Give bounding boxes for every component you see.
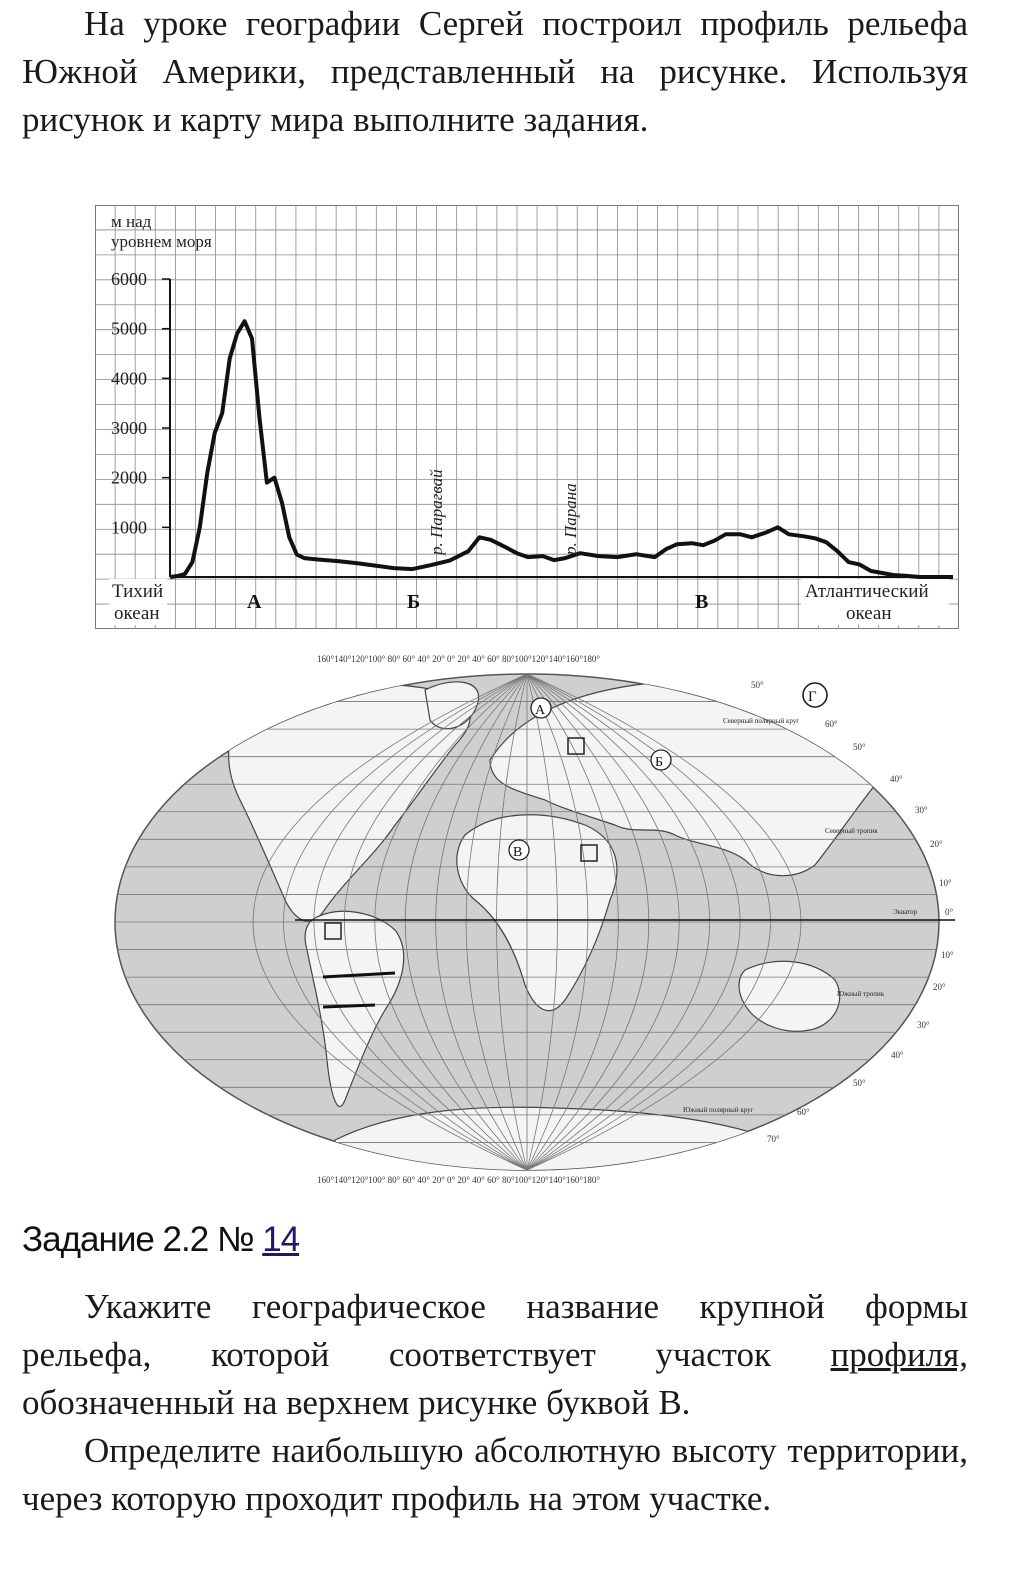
svg-text:А: А [535,703,546,718]
map-marker-b [651,750,671,770]
atlantic-ocean-label-1: Атлантический [805,581,929,602]
profile-line-2-on-map [323,1005,375,1007]
equator-label: Экватор [893,908,918,916]
map-marker-a [531,698,551,718]
lat-label-50n: 50° [751,680,764,690]
lat-label-20s: 20° [933,982,946,992]
river-parana-label: р. Парана [561,483,580,555]
lat-label-60n: 60° [825,719,838,729]
tropic-capricorn-label: Южный тропик [837,990,885,998]
y-tick-label: 1000 [111,517,147,538]
lat-label-30n: 30° [915,805,928,815]
question-paragraph-1 [22,1283,968,1427]
question-part-1: Укажите географическое название крупной формы рельефа, которой соответствует участок [22,1287,968,1374]
lat-label-10n: 10° [939,878,952,888]
intro-paragraph: На уроке географии Сергей построил профиль рельефа Южной Америки, представленный на рисунке. Используя рисунок и карту мира выполните задания. [22,4,968,139]
segment-letter-a: А [247,591,262,613]
task-heading [22,1220,299,1260]
antarctic-circle-label: Южный полярный круг [683,1106,754,1114]
world-map [95,650,959,1200]
pacific-ocean-label-1: Тихий [112,581,164,602]
y-tick-label: 6000 [111,269,147,289]
task-prefix: Задание 2.2 № [22,1220,263,1259]
lat-label-40s: 40° [891,1050,904,1060]
pacific-ocean-label-2: океан [114,603,160,624]
arctic-circle-label: Северный полярный круг [723,717,800,725]
question-part-2: обозначенный на верхнем рисунке буквой В. [22,1383,691,1422]
lat-label-50n-r: 50° [853,742,866,752]
lat-label-10s: 10° [941,950,954,960]
svg-text:Г: Г [808,689,817,705]
relief-profile-chart [95,205,959,629]
svg-text:Б: Б [655,755,664,770]
svg-text:В: В [513,845,523,860]
profile-link[interactable]: профиля, [830,1335,968,1374]
question-paragraph-2: Определите наибольшую абсолютную высоту территории, через которую проходит профиль на этом участке. [22,1431,968,1518]
segment-letter-v: В [695,591,709,613]
tropic-cancer-label: Северный тропик [825,827,878,835]
lat-label-60s: 60° [797,1107,810,1117]
river-paraguay-label: р. Парагвай [427,469,446,555]
y-tick-label: 5000 [111,318,147,339]
y-tick-label: 2000 [111,467,147,488]
y-tick-label: 4000 [111,368,147,389]
lat-label-40n: 40° [890,774,903,784]
y-axis-label-2: уровнем моря [111,232,212,251]
lat-label-70s: 70° [767,1134,780,1144]
y-axis-label-1: м над [111,212,152,231]
map-bottom-degrees: 160°140°120°100° 80° 60° 40° 20° 0° 20° 40° 60° 80°100°120°140°160°180° [317,1175,601,1185]
task-number-link[interactable]: 14 [262,1220,300,1259]
map-top-degrees: 160°140°120°100° 80° 60° 40° 20° 0° 20° 40° 60° 80°100°120°140°160°180° [317,654,601,664]
y-tick-label: 3000 [111,418,147,438]
atlantic-ocean-label-2: океан [846,603,892,624]
lat-label-0: 0° [945,907,954,917]
segment-letter-b: Б [407,591,421,613]
lat-label-20n: 20° [930,839,943,849]
map-marker-v [509,840,529,860]
lat-label-30s: 30° [917,1020,930,1030]
map-marker-g [803,683,827,707]
lat-label-50s: 50° [853,1078,866,1088]
chart-frame [96,206,959,629]
chart-grid [95,205,959,629]
